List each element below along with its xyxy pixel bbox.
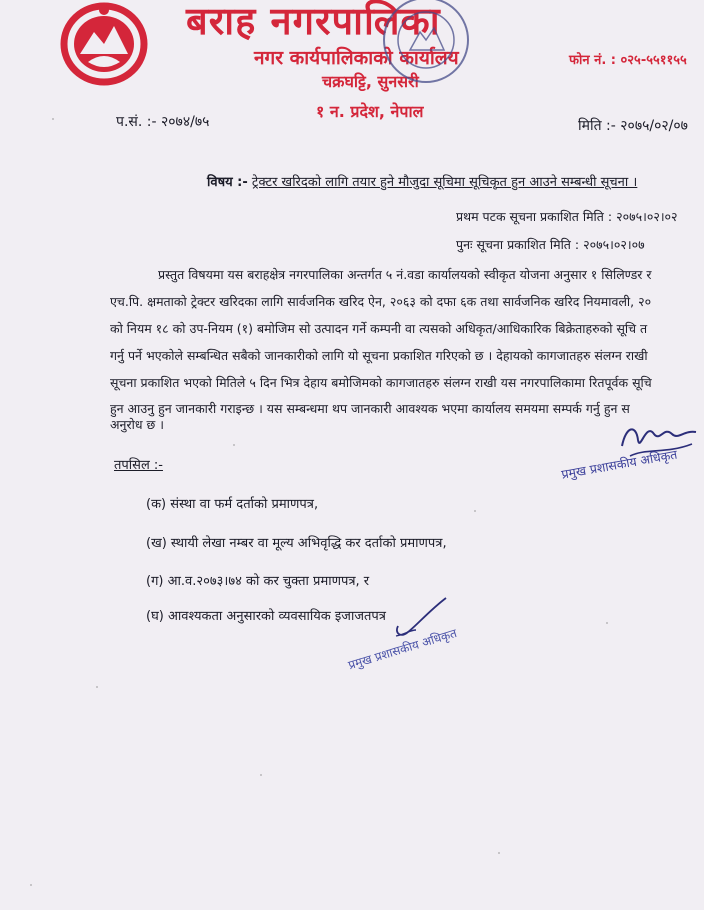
list-item: (ख) स्थायी लेखा नम्बर वा मूल्य अभिवृद्धि कर दर्ताको प्रमाणपत्र, xyxy=(146,536,447,551)
body-line: गर्नु पर्ने भएकोले सम्बन्धित सबैको जानकारीको लागि यो सूचना प्रकाशित गरिएको छ । देहायको कागजातहरु संलग्न राखी xyxy=(110,348,648,363)
second-publication-date: पुनः सूचना प्रकाशित मिति : २०७५।०२।०७ xyxy=(456,237,645,252)
list-item: (क) संस्था वा फर्म दर्ताको प्रमाणपत्र, xyxy=(146,497,319,512)
officer-stamp: प्रमुख प्रशासकीय अधिकृत xyxy=(346,625,459,673)
paper-speck xyxy=(260,774,262,776)
office-seal-icon xyxy=(380,0,472,86)
list-item: (घ) आवश्यकता अनुसारको व्यवसायिक इजाजतपत्र xyxy=(146,609,386,624)
paper-speck xyxy=(233,444,235,446)
paper-speck xyxy=(52,118,54,120)
paper-speck xyxy=(474,510,476,512)
paper-speck xyxy=(96,686,98,688)
paper-speck xyxy=(498,852,500,854)
subject-line xyxy=(207,172,637,190)
paper-speck xyxy=(30,884,32,886)
body-line: सूचना प्रकाशित भएको मितिले ५ दिन भित्र देहाय बमोजिमको कागजातहरु संलग्न राखी यस नगरपालिकामा रितपूर्वक सूचि xyxy=(110,375,652,390)
body-line: हुन आउनु हुन जानकारी गराइन्छ । यस सम्बन्धमा थप जानकारी आवश्यक भएमा कार्यालय समयमा सम्पर्क गर्नु हुन स xyxy=(110,401,630,416)
body-line: को नियम १८ को उप-नियम (१) बमोजिम सो उत्पादन गर्ने कम्पनी वा त्यसको अधिकृत/आधिकारिक बिक्रेताहरुको सूचि त xyxy=(110,321,648,336)
office-name: नगर कार्यपालिकाको कार्यालय xyxy=(254,47,459,69)
subject-label: विषय :- xyxy=(207,175,248,190)
office-location: चक्रघट्टि, सुनसरी xyxy=(322,72,419,91)
org-name: बराह नगरपालिका xyxy=(186,0,441,43)
list-item: (ग) आ.व.२०७३।७४ को कर चुक्ता प्रमाणपत्र, र xyxy=(146,574,370,589)
phone-number: फोन नं. : ०२५-५५११५५ xyxy=(569,53,687,68)
first-publication-date: प्रथम पटक सूचना प्रकाशित मिति : २०७५।०२।०२ xyxy=(456,209,678,224)
details-heading: तपसिल :- xyxy=(114,458,163,473)
subject-text: ट्रेक्टर खरिदको लागि तयार हुने मौजुदा सूचिमा सूचिकृत हुन आउने सम्बन्धी सूचना । xyxy=(251,175,638,190)
paper-speck xyxy=(606,622,608,624)
province: १ न. प्रदेश, नेपाल xyxy=(316,102,424,121)
body-line: अनुरोध छ । xyxy=(110,417,164,432)
officer-stamp: प्रमुख प्रशासकीय अधिकृत xyxy=(560,446,679,482)
nepal-emblem-icon xyxy=(58,2,150,86)
reference-number: प.सं. :- २०७४/७५ xyxy=(116,114,210,130)
letter-date: मिति :- २०७५/०२/०७ xyxy=(578,118,688,134)
body-line: प्रस्तुत विषयमा यस बराहक्षेत्र नगरपालिका अन्तर्गत ५ नं.वडा कार्यालयको स्वीकृत योजना अनुसार १ सिलिण्डर र xyxy=(158,267,652,282)
body-line: एच.पि. क्षमताको ट्रेक्टर खरिदका लागि सार्वजनिक खरिद ऐन, २०६३ को दफा ६क तथा सार्वजनिक खरिद नियमावली, २० xyxy=(110,294,652,309)
